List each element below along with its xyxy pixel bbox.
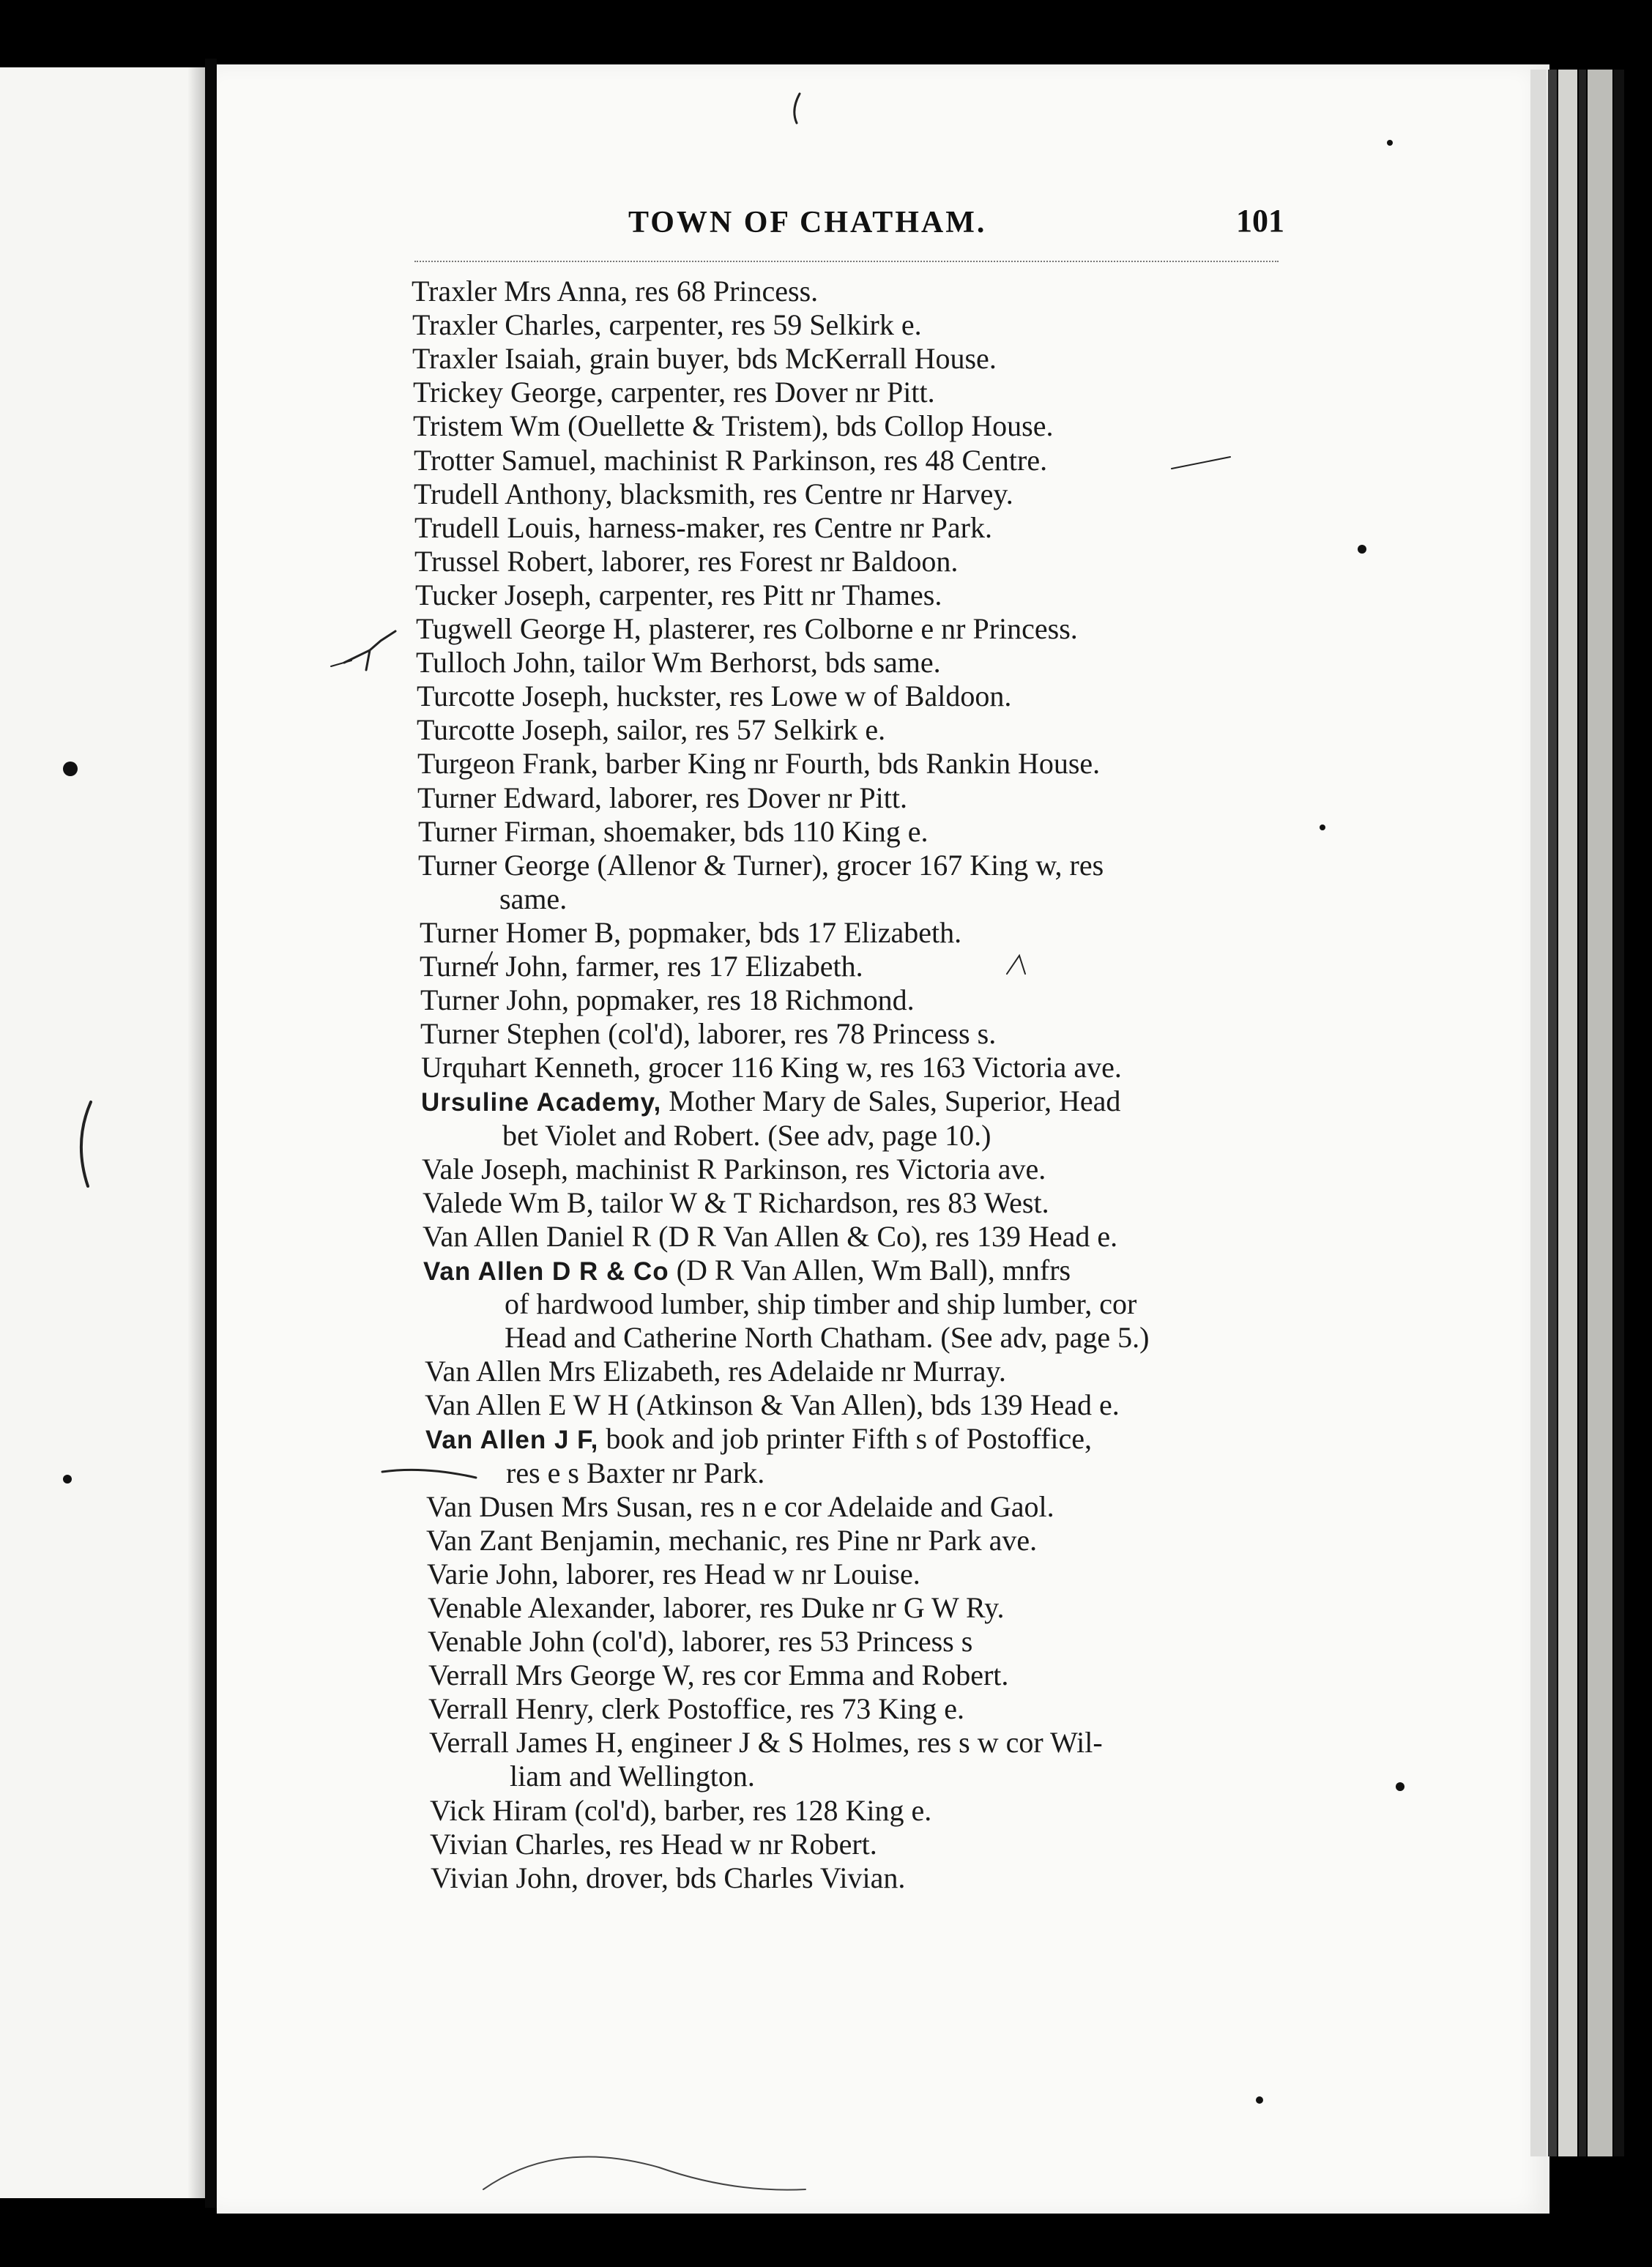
entry-text: Van Dusen Mrs Susan, res n e cor Adelaide and Gaol.: [426, 1489, 1054, 1523]
directory-entry: [413, 376, 935, 409]
directory-entry: [417, 747, 1100, 781]
entry-text: Turcotte Joseph, huckster, res Lowe w of Baldoon.: [417, 680, 1012, 713]
entry-text: Verrall James H, engineer J & S Holmes, res s w cor Wil-: [429, 1726, 1103, 1760]
entry-text: Tristem Wm (Ouellette & Tristem), bds Collop House.: [413, 409, 1054, 443]
directory-entry: [428, 1659, 1008, 1692]
directory-entry: [423, 1254, 1071, 1289]
directory-entry: [418, 815, 928, 849]
entry-text: Head and Catherine North Chatham. (See adv, page 5.): [505, 1321, 1150, 1355]
directory-entry: [417, 713, 885, 747]
entry-text: Traxler Charles, carpenter, res 59 Selkirk e.: [412, 308, 922, 342]
entry-text: Traxler Mrs Anna, res 68 Princess.: [412, 275, 819, 308]
entry-text: Tulloch John, tailor Wm Berhorst, bds same.: [416, 646, 941, 680]
directory-entry: [412, 275, 818, 308]
entry-text: of hardwood lumber, ship timber and ship lumber, cor: [505, 1287, 1137, 1320]
entry-text: Van Zant Benjamin, mechanic, res Pine nr Park ave.: [426, 1523, 1038, 1557]
directory-entry: [412, 342, 997, 376]
entry-text: Turner Firman, shoemaker, bds 110 King e.: [418, 814, 929, 848]
directory-entry: [418, 849, 1104, 882]
directory-entry: [431, 1861, 905, 1895]
directory-entry: [423, 1220, 1117, 1254]
directory-entry: [421, 1084, 1120, 1120]
entry-text: Mother Mary de Sales, Superior, Head: [661, 1084, 1121, 1118]
directory-entry: [426, 1490, 1054, 1524]
entry-text: liam and Wellington.: [510, 1760, 755, 1793]
entry-text: Van Allen E W H (Atkinson & Van Allen), bds 139 Head e.: [425, 1388, 1120, 1422]
entry-text: Urquhart Kenneth, grocer 116 King w, res 163 Victoria ave.: [421, 1051, 1122, 1084]
entry-text: Turner Stephen (col'd), laborer, res 78 Princess s.: [420, 1017, 997, 1051]
entry-text: Turcotte Joseph, sailor, res 57 Selkirk e.: [417, 713, 886, 747]
business-name: Van Allen D R & Co: [423, 1257, 669, 1286]
directory-entry: [420, 983, 915, 1017]
directory-entry: [422, 1153, 1046, 1186]
directory-entry: [423, 1186, 1049, 1220]
directory-entry: [415, 578, 942, 612]
directory-entry: [428, 1625, 972, 1659]
directory-entry: [420, 916, 961, 950]
directory-entry: [421, 1051, 1122, 1084]
entry-text: Vale Joseph, machinist R Parkinson, res Victoria ave.: [422, 1152, 1046, 1185]
directory-entry: [428, 1692, 964, 1726]
entry-text: Verrall Mrs George W, res cor Emma and Robert.: [428, 1659, 1009, 1692]
directory-entry: [414, 444, 1047, 477]
directory-entry: [412, 308, 922, 342]
entry-text: Van Allen Mrs Elizabeth, res Adelaide nr Murray.: [425, 1355, 1006, 1388]
entry-text: same.: [499, 882, 568, 915]
directory-entry: [429, 1726, 1103, 1760]
entry-text: Van Allen Daniel R (D R Van Allen & Co), res 139 Head e.: [423, 1219, 1118, 1253]
entry-text: Vivian John, drover, bds Charles Vivian.: [431, 1861, 906, 1894]
entry-text: Trudell Louis, harness-maker, res Centre nr Park.: [414, 510, 992, 544]
directory-entry: [413, 409, 1053, 443]
entry-text: Varie John, laborer, res Head w nr Louise.: [427, 1557, 920, 1590]
entry-text: Vick Hiram (col'd), barber, res 128 King e.: [430, 1793, 932, 1827]
entry-text: Turner John, popmaker, res 18 Richmond.: [420, 983, 915, 1017]
entry-text: Vivian Charles, res Head w nr Robert.: [430, 1827, 877, 1861]
entry-text: Turner Edward, laborer, res Dover nr Pitt.: [417, 781, 907, 814]
directory-entry-continuation: [510, 1760, 755, 1793]
directory-entry: [425, 1355, 1006, 1388]
entry-text: Turner Homer B, popmaker, bds 17 Elizabeth.: [420, 915, 962, 949]
entry-text: Verrall Henry, clerk Postoffice, res 73 King e.: [428, 1692, 964, 1726]
directory-entry: [414, 477, 1013, 511]
entry-text: Venable John (col'd), laborer, res 53 Princess s: [428, 1625, 973, 1658]
directory-entry: [428, 1591, 1005, 1625]
directory-entry-continuation: [502, 1119, 991, 1153]
directory-entry-continuation: [499, 882, 567, 916]
directory-entry: [425, 1422, 1092, 1457]
entry-text: res e s Baxter nr Park.: [506, 1456, 765, 1489]
entry-text: Tucker Joseph, carpenter, res Pitt nr Thames.: [415, 578, 942, 611]
directory-entry: [430, 1828, 877, 1861]
entry-text: Trotter Samuel, machinist R Parkinson, res 48 Centre.: [414, 443, 1048, 477]
entry-text: book and job printer Fifth s of Postoffice,: [598, 1422, 1093, 1456]
entry-text: (D R Van Allen, Wm Ball), mnfrs: [669, 1253, 1071, 1287]
directory-entry: [427, 1557, 920, 1591]
entry-text: bet Violet and Robert. (See adv, page 10.): [502, 1118, 991, 1152]
directory-entry: [417, 781, 907, 815]
directory-entry-continuation: [505, 1287, 1136, 1321]
entry-text: Turner John, farmer, res 17 Elizabeth.: [420, 950, 863, 983]
directory-entry: [420, 950, 863, 983]
entry-text: Tugwell George H, plasterer, res Colborne e nr Princess.: [416, 612, 1078, 645]
directory-entry: [414, 511, 992, 545]
directory-entry: [426, 1524, 1037, 1557]
page-header-title: TOWN OF CHATHAM.: [628, 206, 987, 239]
directory-entry-continuation: [506, 1456, 764, 1490]
directory-entry: [430, 1794, 931, 1828]
directory-entry: [416, 646, 941, 680]
page-number: 101: [1236, 203, 1284, 239]
entry-text: Turner George (Allenor & Turner), grocer 167 King w, res: [418, 848, 1104, 882]
entry-text: Valede Wm B, tailor W & T Richardson, res 83 West.: [423, 1185, 1049, 1219]
directory-entry: [414, 545, 958, 578]
directory-entry: [417, 680, 1011, 713]
entry-text: Trickey George, carpenter, res Dover nr Pitt.: [413, 376, 935, 409]
business-name: Ursuline Academy,: [421, 1088, 662, 1117]
entry-text: Trussel Robert, laborer, res Forest nr Baldoon.: [414, 544, 959, 578]
business-name: Van Allen J F,: [425, 1426, 599, 1455]
entry-text: Turgeon Frank, barber King nr Fourth, bds Rankin House.: [417, 747, 1101, 781]
entry-text: Trudell Anthony, blacksmith, res Centre nr Harvey.: [414, 477, 1013, 510]
directory-entry: [425, 1388, 1120, 1422]
entry-text: Traxler Isaiah, grain buyer, bds McKerrall House.: [412, 342, 997, 376]
directory-entry-continuation: [505, 1321, 1149, 1355]
directory-entry: [420, 1017, 996, 1051]
directory-entry: [416, 612, 1078, 646]
entry-text: Venable Alexander, laborer, res Duke nr G W Ry.: [428, 1590, 1005, 1624]
